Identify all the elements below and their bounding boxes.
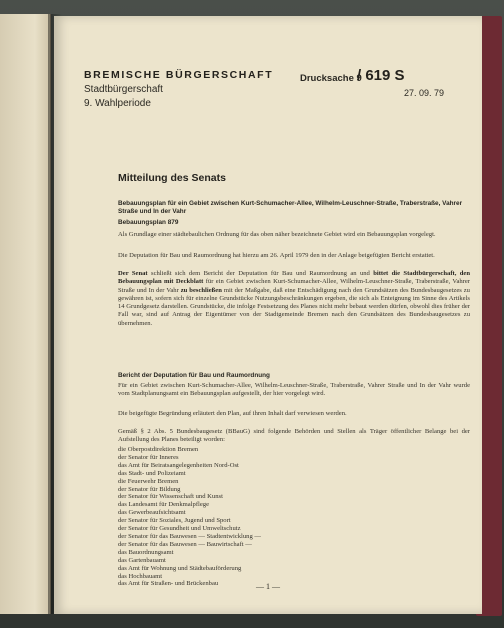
paragraph-intro: Als Grundlage einer städtebaulichen Ordnung für das oben näher bezeichnete Gebiet wird ein Bebauungsplan vorgelegt. <box>118 231 436 238</box>
document-date: 27. 09. 79 <box>404 88 445 98</box>
list-item: der Senator für Inneres <box>118 453 179 461</box>
list-item: der Senator für Wissenschaft und Kunst <box>118 493 223 501</box>
list-item: der Senator für Soziales, Jugend und Sport <box>118 517 231 525</box>
senate-text-c: mit der Maßgabe, daß eine Entschädigung nach den Grundsätzen des Bundesbaugesetzes zu gewähren ist, sofern sich für einzelne Grundstücke Nutzungsbeschränkungen ergeben, die sich als Enteignung im Sinne des Artikels 14 Grundgesetz darstellen. Grundstücke, die infolge Festsetzung des Planes nicht mehr bebaut werden dürfen, obwohl dies früher der Fall war, sind auf Antrag der Eigentümer von der Stadtgemeinde Bremen nach den Grundsätzen des Bundesbaugesetzes zu übernehmen. <box>118 286 470 327</box>
senate-request-bold: bittet die Stadtbürgerschaft, den Bebauungsplan mit Deckblatt <box>118 270 471 286</box>
list-item: der Senator für das Bauwesen — Stadtentwicklung — <box>118 532 262 540</box>
senate-lead: Der Senat <box>118 270 148 277</box>
list-item: der Senator für Gesundheit und Umweltschutz <box>118 525 241 533</box>
paragraph-senate-request <box>118 270 470 328</box>
document-page <box>54 16 482 614</box>
list-item: das Amt für Straßen- und Brückenbau <box>118 580 219 588</box>
paragraph-justification: Die beigefügte Begründung erläutert den Plan, auf ihren Inhalt darf verwiesen werden. <box>118 410 347 417</box>
senate-text-b: für ein Gebiet zwischen Kurt-Schumacher-Allee, Wilhelm-Leuschner-Straße, Traberstraße, Vahrer Straße und In der Vahr <box>118 278 471 294</box>
list-item: das Hochbauamt <box>118 572 163 580</box>
authorities-list <box>118 446 418 588</box>
plan-reference: Bebauungsplan 879 <box>118 219 179 226</box>
paragraph-plan-prepared: Für ein Gebiet zwischen Kurt-Schumacher-Allee, Wilhelm-Leuschner-Straße, Traberstraße, Vahrer Straße und In der Vahr wurde vom Stadtplanungsamt ein Bebauungsplan aufgestellt, der hier vorgelegt wird. <box>118 382 470 398</box>
list-item: das Gewerbeaufsichtsamt <box>118 509 186 517</box>
list-item: das Bauordnungsamt <box>118 548 174 556</box>
senate-text-a: schließt sich dem Bericht der Deputation für Bau und Raumordnung an und <box>147 270 374 277</box>
paragraph-authorities-intro: Gemäß § 2 Abs. 5 Bundesbaugesetz (BBauG) sind folgende Behörden und Stellen als Träger öffentlicher Belange bei der Aufstellung des Planes beteiligt worden: <box>118 428 470 444</box>
document-number: / 619 S <box>357 67 405 84</box>
subject-heading: Bebauungsplan für ein Gebiet zwischen Kurt-Schumacher-Allee, Wilhelm-Leuschner-Straße, Traberstraße, Vahrer Straße und In der Vahr <box>118 200 463 216</box>
list-item: das Gartenbauamt <box>118 556 166 564</box>
list-item: das Amt für Wohnung und Städtebauförderung <box>118 564 242 572</box>
report-heading: Bericht der Deputation für Bau und Raumordnung <box>118 372 270 379</box>
list-item: das Stadt- und Polizeiamt <box>118 469 186 477</box>
legislative-period: 9. Wahlperiode <box>84 98 151 109</box>
list-item: die Feuerwehr Bremen <box>118 477 179 485</box>
parliament-title: BREMISCHE BÜRGERSCHAFT <box>84 69 274 81</box>
senate-resolve-bold: zu beschließen <box>180 286 222 294</box>
document-label: Drucksache 9 <box>300 73 362 84</box>
list-item: die Oberpostdirektion Bremen <box>118 446 199 453</box>
list-item: das Landesamt für Denkmalpflege <box>118 501 209 509</box>
list-item: das Amt für Beiratsangelegenheiten Nord-Ost <box>118 461 239 469</box>
page-number: — 1 — <box>256 582 280 591</box>
chamber-name: Stadtbürgerschaft <box>84 84 163 95</box>
list-item: der Senator für Bildung <box>118 485 181 493</box>
list-item: der Senator für das Bauwesen — Bauwirtschaft — <box>118 540 252 548</box>
left-page-edge <box>0 14 51 614</box>
paragraph-deputation: Die Deputation für Bau und Raumordnung hat hierzu am 26. April 1979 den in der Anlage beigefügten Bericht erstattet. <box>118 252 435 259</box>
section-title: Mitteilung des Senats <box>118 172 226 184</box>
